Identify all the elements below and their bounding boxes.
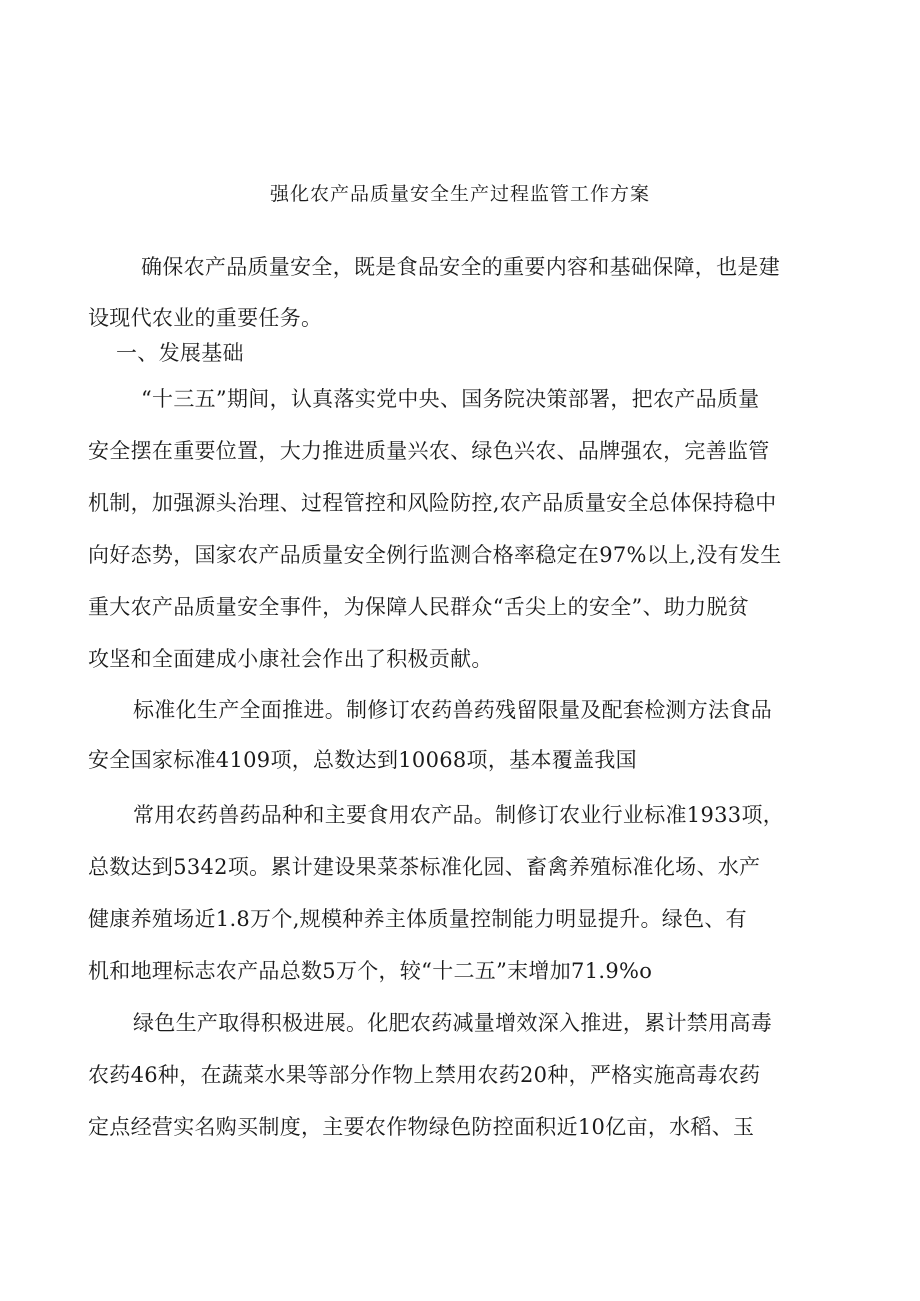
paragraph-line: “十三五”期间，认真落实党中央、国务院决策部署，把农产品质量	[141, 387, 760, 411]
section-heading: 一、发展基础	[116, 341, 244, 365]
paragraph-line: 安全摆在重要位置，大力推进质量兴农、绿色兴农、品牌强农，完善监管	[88, 439, 770, 463]
paragraph-line: 向好态势，国家农产品质量安全例行监测合格率稳定在97%以上,没有发生	[88, 543, 782, 567]
paragraph-line: 机和地理标志农产品总数5万个，较“十二五”末增加71.9%o	[88, 959, 653, 983]
paragraph-line: 健康养殖场近1.8万个,规模种养主体质量控制能力明显提升。绿色、有	[88, 907, 747, 931]
paragraph-line: 确保农产品质量安全，既是食品安全的重要内容和基础保障，也是建	[141, 255, 780, 279]
paragraph-line: 标准化生产全面推进。制修订农药兽药残留限量及配套检测方法食品	[133, 698, 772, 722]
paragraph-line: 机制，加强源头治理、过程管控和风险防控,农产品质量安全总体保持稳中	[88, 491, 777, 515]
document-title: 强化农产品质量安全生产过程监管工作方案	[269, 183, 650, 205]
paragraph-line: 安全国家标准4109项，总数达到10068项，基本覆盖我国	[88, 748, 637, 772]
paragraph-line: 设现代农业的重要任务。	[88, 306, 323, 330]
paragraph-line: 总数达到5342项。累计建设果菜茶标准化园、畜禽养殖标准化场、水产	[88, 855, 761, 879]
paragraph-line: 绿色生产取得积极进展。化肥农药减量增效深入推进，累计禁用高毒	[133, 1011, 772, 1035]
paragraph-line: 农药46种，在蔬菜水果等部分作物上禁用农药20种，严格实施高毒农药	[88, 1063, 761, 1087]
paragraph-line: 常用农药兽药品种和主要食用农产品。制修订农业行业标准1933项，	[133, 803, 785, 827]
paragraph-line: 重大农产品质量安全事件，为保障人民群众“舌尖上的安全”、助力脱贫	[88, 595, 750, 619]
paragraph-line: 定点经营实名购买制度，主要农作物绿色防控面积近10亿亩，水稻、玉	[88, 1115, 755, 1139]
paragraph-line: 攻坚和全面建成小康社会作出了积极贡献。	[88, 647, 493, 671]
